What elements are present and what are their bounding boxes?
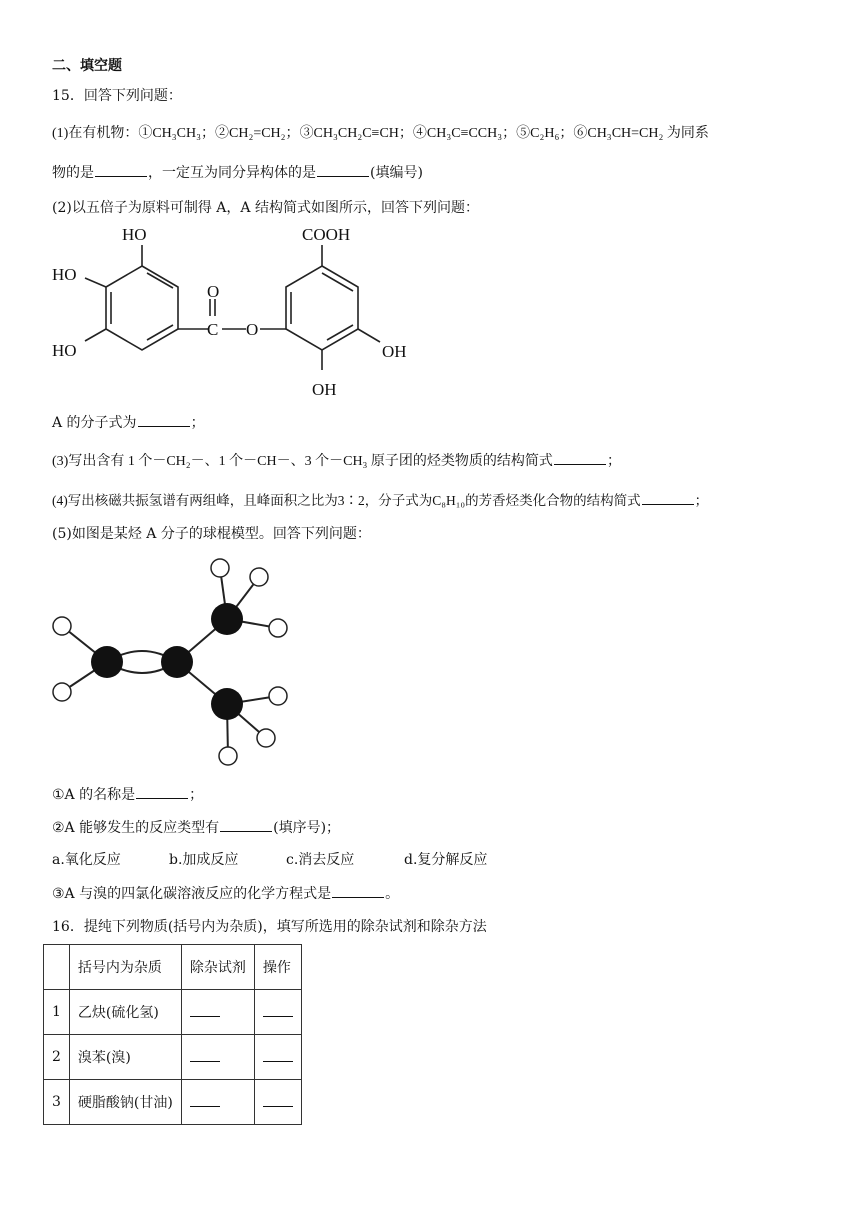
reagent-cell[interactable] xyxy=(181,990,254,1035)
answer-blank[interactable] xyxy=(263,1094,293,1107)
left-benzene-ring xyxy=(106,266,178,350)
q15-p3-text: (3)写出含有 1 个－CH₂－、1 个－CH－、3 个－CH₃ 原子团的烃类物质的结构简式 xyxy=(52,454,553,469)
answer-blank[interactable] xyxy=(332,883,384,898)
q15-p4 xyxy=(52,490,708,511)
row-substance: 溴苯(溴) xyxy=(69,1035,181,1080)
q15-p5-s3-end: 。 xyxy=(385,886,400,902)
q15-p5-s2-end: (填序号)； xyxy=(273,820,341,836)
q15-p5-s2-text: ②A 能够发生的反应类型有 xyxy=(52,820,220,836)
answer-blank[interactable] xyxy=(642,490,694,505)
answer-blank[interactable] xyxy=(220,817,272,832)
q15-p1-line2c: (填编号) xyxy=(370,165,423,181)
hydrogen-atom xyxy=(257,729,275,747)
answer-blank[interactable] xyxy=(190,1094,220,1107)
label-c: C xyxy=(207,320,219,339)
q15-p1-line2b: ，一定互为同分异构体的是 xyxy=(148,165,316,181)
label-o-double: O xyxy=(207,282,220,301)
option-d: d.复分解反应 xyxy=(404,852,488,868)
row-substance: 乙炔(硫化氢) xyxy=(69,990,181,1035)
answer-blank[interactable] xyxy=(263,1049,293,1062)
q15-p5-s1 xyxy=(52,784,203,805)
answer-blank[interactable] xyxy=(263,1004,293,1017)
hydrogen-atom xyxy=(211,559,229,577)
q15-p3-end: ； xyxy=(606,454,621,469)
answer-blank[interactable] xyxy=(317,162,369,177)
q15-p4-text: (4)写出核磁共振氢谱有两组峰，且峰面积之比为3∶2，分子式为C₈H₁₀的芳香烃类化合物的结构简式 xyxy=(52,493,641,508)
carbon-atom xyxy=(161,646,193,678)
row-number: 2 xyxy=(44,1035,70,1080)
q15-p1-item: ①CH₃CH₃； xyxy=(138,126,215,141)
answer-blank[interactable] xyxy=(190,1049,220,1062)
q15-p1-item: ⑥CH₃CH=CH₂ xyxy=(573,126,664,141)
row-number: 1 xyxy=(44,990,70,1035)
hydrogen-atom xyxy=(269,619,287,637)
operation-cell[interactable] xyxy=(254,1035,301,1080)
table-row xyxy=(44,1035,302,1080)
q15-p1-suffix: 为同系 xyxy=(666,126,709,141)
q15-p2-ask xyxy=(52,412,205,433)
answer-blank[interactable] xyxy=(138,412,190,427)
label-ho-bot: HO xyxy=(52,341,77,360)
carbon-atom xyxy=(211,603,243,635)
answer-blank[interactable] xyxy=(190,1004,220,1017)
purification-table xyxy=(43,944,302,1125)
q15-p5-text: (5)如图是某烃 A 分子的球棍模型。回答下列问题： xyxy=(52,526,371,542)
q15-p1-line2a: 物的是 xyxy=(52,165,94,181)
table-header-cell: 操作 xyxy=(254,945,301,990)
label-oh-right: OH xyxy=(382,342,407,361)
answer-blank[interactable] xyxy=(136,784,188,799)
table-row xyxy=(44,1080,302,1125)
q15-p2-ask-text: A 的分子式为 xyxy=(52,415,137,431)
hydrogen-atom xyxy=(219,747,237,765)
q15-p5-s3-text: ③A 与溴的四氯化碳溶液反应的化学方程式是 xyxy=(52,886,332,902)
answer-blank[interactable] xyxy=(554,450,606,465)
option-a: a.氧化反应 xyxy=(52,852,121,868)
label-ho-top: HO xyxy=(122,225,147,244)
carbon-atom xyxy=(91,646,123,678)
q15-p5-s3 xyxy=(52,883,399,904)
reagent-cell[interactable] xyxy=(181,1080,254,1125)
reagent-cell[interactable] xyxy=(181,1035,254,1080)
structure-diagram-a xyxy=(40,220,440,405)
option-c: c.消去反应 xyxy=(286,852,355,868)
operation-cell[interactable] xyxy=(254,990,301,1035)
hydrogen-atom xyxy=(53,617,71,635)
option-b: b.加成反应 xyxy=(169,852,239,868)
table-row xyxy=(44,990,302,1035)
label-ho-mid: HO xyxy=(52,265,77,284)
q15-p3 xyxy=(52,450,621,472)
q15-p5-s2 xyxy=(52,817,340,838)
hydrogen-atom xyxy=(269,687,287,705)
answer-blank[interactable] xyxy=(95,162,147,177)
table-header-cell xyxy=(44,945,70,990)
label-o-ester: O xyxy=(246,320,259,339)
q15-p4-end: ； xyxy=(694,493,709,508)
q15-stem: 15．回答下列问题： xyxy=(52,88,182,104)
q15-p1-line1 xyxy=(52,124,709,144)
carbon-atom xyxy=(211,688,243,720)
q15-p5-s1-end: ； xyxy=(189,787,204,803)
q16-stem: 16．提纯下列物质(括号内为杂质)，填写所选用的除杂试剂和除杂方法 xyxy=(52,919,487,935)
q15-p2-ask-end: ； xyxy=(190,415,205,431)
label-cooh: COOH xyxy=(302,225,351,244)
hydrogen-atom xyxy=(53,683,71,701)
table-header-cell: 除杂试剂 xyxy=(181,945,254,990)
label-oh-bot: OH xyxy=(312,380,337,399)
q15-p1-item: ③CH₃CH₂C≡CH； xyxy=(299,126,413,141)
row-number: 3 xyxy=(44,1080,70,1125)
q15-p2-text: (2)以五倍子为原料可制得 A，A 结构简式如图所示，回答下列问题： xyxy=(52,200,479,216)
row-substance: 硬脂酸钠(甘油) xyxy=(69,1080,181,1125)
q15-p1-prefix: (1)在有机物： xyxy=(52,126,139,141)
q15-p5-s1-text: ①A 的名称是 xyxy=(52,787,136,803)
q15-p1-line2 xyxy=(52,162,423,183)
q15-p1-item: ④CH₃C≡CCH₃； xyxy=(412,126,517,141)
hydrogen-atom xyxy=(250,568,268,586)
q15-p1-item: ②CH₂=CH₂； xyxy=(215,126,300,141)
section-title: 二、填空题 xyxy=(52,58,122,74)
ball-stick-model xyxy=(40,552,310,774)
q15-p1-item: ⑤C₂H₆； xyxy=(516,126,574,141)
operation-cell[interactable] xyxy=(254,1080,301,1125)
table-header-row xyxy=(44,945,302,990)
table-header-cell: 括号内为杂质 xyxy=(69,945,181,990)
right-benzene-ring xyxy=(286,266,358,350)
